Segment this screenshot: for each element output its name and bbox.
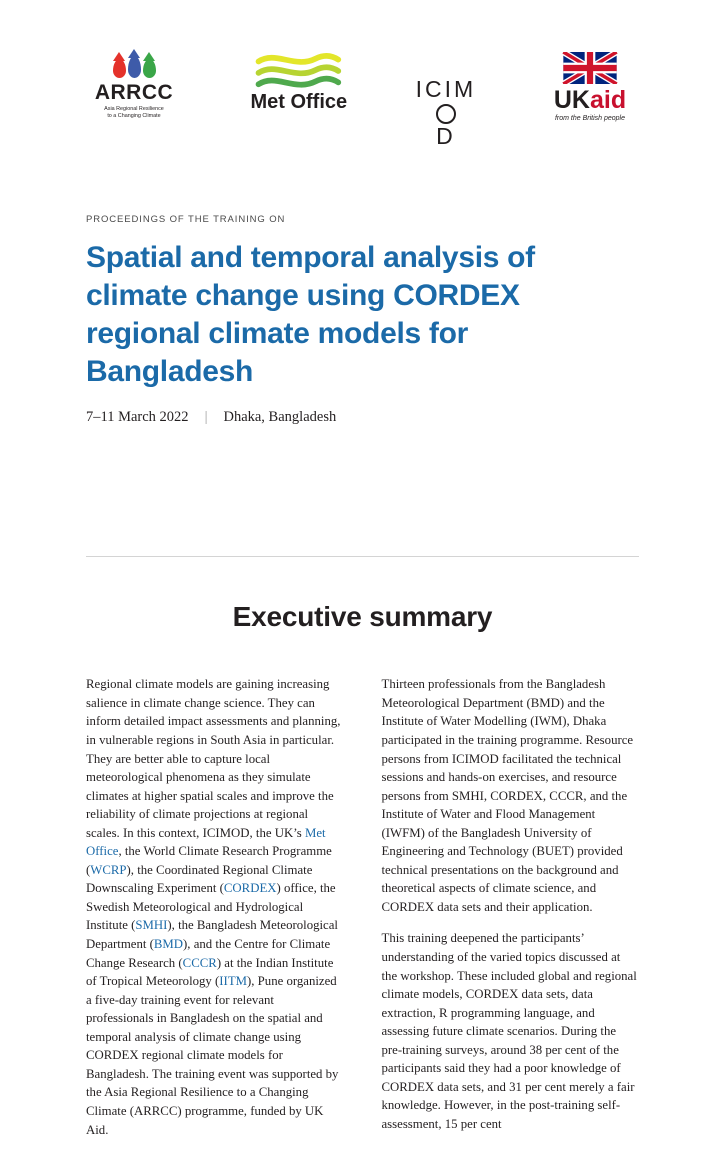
body-link[interactable]: WCRP <box>90 862 127 877</box>
wave-lines-icon <box>249 52 348 90</box>
body-link[interactable]: IITM <box>219 974 248 989</box>
arrcc-logo <box>86 52 182 121</box>
ukaid-logo-tagline: from the British people <box>554 115 626 122</box>
body-text: ) office, the Swedish Meteorological and Hydrological Institute ( <box>86 881 336 933</box>
body-link[interactable]: CCCR <box>182 955 217 970</box>
body-paragraph <box>382 675 640 916</box>
ukaid-logo-name: UKaid <box>553 86 627 114</box>
icimod-logo-name-part2: D <box>436 123 456 149</box>
body-text: ) at the Indian Institute of Tropical Meteorology ( <box>86 955 334 989</box>
title-block <box>86 214 639 426</box>
arrcc-logo-tagline: Asia Regional Resilience to a Changing Climate <box>104 106 164 120</box>
union-jack-flag-icon <box>562 52 618 84</box>
body-text: ), the Coordinated Regional Climate Downscaling Experiment ( <box>86 862 313 896</box>
kicker-text: PROCEEDINGS OF THE TRAINING ON <box>86 214 286 225</box>
body-text: ), Pune organized a five-day training event for relevant professionals in Bangladesh on the spatial and temporal analysis of climate change using CORDEX regional climate models for Bangladesh. The training event was supported by the Asia Regional Resilience to a Changing Climate (ARRCC) programme, funded by UK Aid. <box>86 974 339 1137</box>
body-text: Thirteen professionals from the Bangladesh Meteorological Department (BMD) and the Institute of Water Modelling (IWM), Dhaka participated in the training programme. Resource persons from ICIMOD facilitated the technical sessions and hands-on exercises, and resource persons from SMHI, CORDEX, CCCR, and the Institute of Water and Flood Management (IWFM) of the Bangladesh University of Engineering and Technology (BUET) provided technical presentations on the background and theoretical aspects of climate science, and CORDEX data sets and their application. <box>381 677 634 914</box>
met-office-logo <box>247 52 351 112</box>
body-link[interactable]: CORDEX <box>223 881 277 896</box>
body-text: Regional climate models are gaining increasing salience in climate change science. They can inform detailed impact assessments and planning, in vulnerable regions in South Asia in particular. They are better able to capture local meteorological phenomena as they simulate climates at higher spatial scales and improve the reliability of climate projections at regional scales. In this context, ICIMOD, the UK’s <box>86 677 341 840</box>
body-paragraph <box>86 675 344 1139</box>
logo-strip <box>86 0 639 149</box>
body-paragraph <box>382 929 640 1133</box>
page-title: Spatial and temporal analysis of climate change using CORDEX regional climate models for Bangladesh <box>86 241 535 389</box>
body-text: , the World Climate Research Programme ( <box>86 844 332 877</box>
section-heading: Executive summary <box>232 601 493 633</box>
body-text: ), the Bangladesh Meteorological Department ( <box>86 918 338 952</box>
icimod-logo <box>416 76 477 150</box>
body-column-right <box>382 675 640 1152</box>
body-link[interactable]: Met Office <box>86 825 326 859</box>
body-columns <box>86 675 639 1152</box>
arrcc-logo-name: ARRCC <box>94 81 174 104</box>
water-drops-icon <box>113 52 156 78</box>
body-text: ), and the Centre for Climate Change Research ( <box>86 937 331 970</box>
body-link[interactable]: SMHI <box>135 918 168 933</box>
event-date: 7–11 March 2022 <box>86 409 189 426</box>
ukaid-logo <box>541 52 639 122</box>
event-location: Dhaka, Bangladesh <box>223 409 337 426</box>
body-text: This training deepened the participants’ understanding of the varied topics discussed at the workshop. These included global and regional climate models, CORDEX data sets, data extraction, R programming language, and assessing future climate scenarios. During the pre-training surveys, around 38 per cent of the participants said they had a poor knowledge of CORDEX data sets, and 31 per cent merely a fair knowledge. However, in the post-training self-assessment, 15 per cent <box>381 931 637 1131</box>
body-link[interactable]: BMD <box>153 937 184 952</box>
body-column-left <box>86 675 344 1152</box>
icimod-o-ring-icon <box>436 104 456 124</box>
meta-separator: | <box>204 409 208 426</box>
icimod-logo-name-part1: ICIM <box>415 76 477 102</box>
event-meta <box>86 409 639 426</box>
section-divider <box>86 556 639 557</box>
met-office-logo-name: Met Office <box>250 91 348 113</box>
